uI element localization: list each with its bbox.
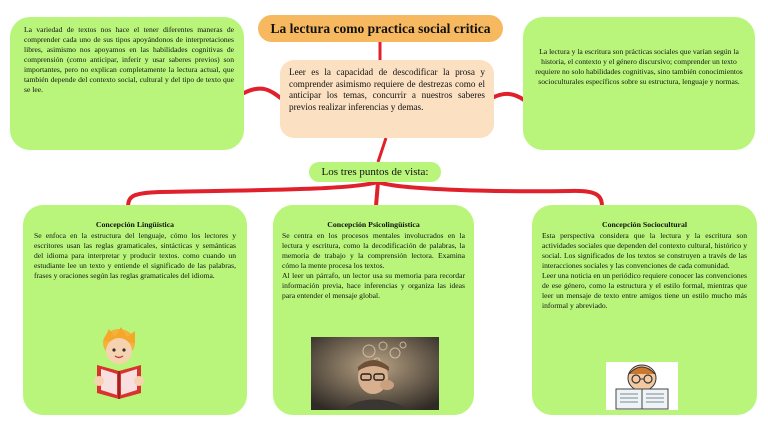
psicolinguistica-text-2: Al leer un párrafo, un lector usa su memoria para recordar información previa, hace inferencias y organiza las ideas para entender el mensaje global. [282, 271, 465, 300]
linguistica-title: Concepción Lingüística [95, 220, 175, 229]
sociocultural-box [532, 205, 757, 415]
connector-right [494, 94, 524, 100]
child-reading-illustration [79, 323, 159, 403]
points-of-view-label [309, 162, 441, 182]
right-summary-text: La lectura y la escritura son prácticas sociales que varían según la historia, el contexto y el género discursivo; comprender un texto requiere no solo habilidades cognitivas, sino también conocimientos socioculturales específicos sobre su estructura, lenguaje y normas. [535, 47, 743, 86]
psicolinguistica-box [273, 205, 474, 415]
page-title [258, 15, 503, 42]
definition-text: Leer es la capacidad de descodificar la prosa y comprender asimismo requiere de destrezas como el anticipar los temas, concurrir a nuestros saberes previos realizar inferencias y demas. [289, 67, 485, 112]
sociocultural-text-2: Leer una noticia en un periódico requiere conocer las convenciones de ese género, como la estructura y el estilo formal, mientras que leer un mensaje de texto entre amigos tiene un estilo mucho más informal y abreviado. [542, 271, 747, 310]
definition-box [280, 60, 494, 138]
sociocultural-title: Concepción Sociocultural [601, 220, 688, 229]
connector-def-points [378, 138, 386, 162]
connector-left [244, 89, 282, 99]
linguistica-box [23, 205, 247, 415]
left-summary-text: La variedad de textos nos hace el tener diferentes maneras de comprender cada uno de sus tipos apoyándonos de interpretaciones libres, asimismo nos apoyamos en las habilidades cognitivas de comprensión (como anticipar, inferir y usar saberes previos) son importantes, pero no explican completamente la lectura actual, que también depende del contexto social, cultural y del tipo de texto que se lee. [24, 25, 234, 94]
sociocultural-text-1: Esta perspectiva considera que la lectura y la escritura son actividades sociales que dependen del contexto cultural, histórico y social. Los significados de los textos se construyen a través de las interacciones sociales y las convenciones de cada comunidad. [542, 231, 747, 270]
psicolinguistica-text-1: Se centra en los procesos mentales involucrados en la lectura y escritura, como la decodificación de palabras, la memoria de trabajo y la comprensión lectora. Examina cómo la mente procesa los textos. [282, 231, 465, 270]
right-summary-box [523, 17, 755, 150]
points-of-view-text: Los tres puntos de vista: [321, 166, 429, 178]
psicolinguistica-title: Concepción Psicolingüística [327, 220, 420, 229]
left-summary-box [10, 17, 244, 150]
page-title-text: La lectura como practica social critica [270, 20, 491, 36]
linguistica-text: Se enfoca en la estructura del lenguaje, cómo los lectores y escritores usan las reglas gramaticales, sintácticas y semánticas del idioma para interpretar y producir textos. como cuando un estudiante lee un texto y entiende el significado de las palabras, frases y oraciones según las reglas gramaticales del idioma. [34, 231, 236, 280]
thinking-man-photo [311, 337, 439, 410]
newspaper-reader-illustration [606, 362, 678, 410]
